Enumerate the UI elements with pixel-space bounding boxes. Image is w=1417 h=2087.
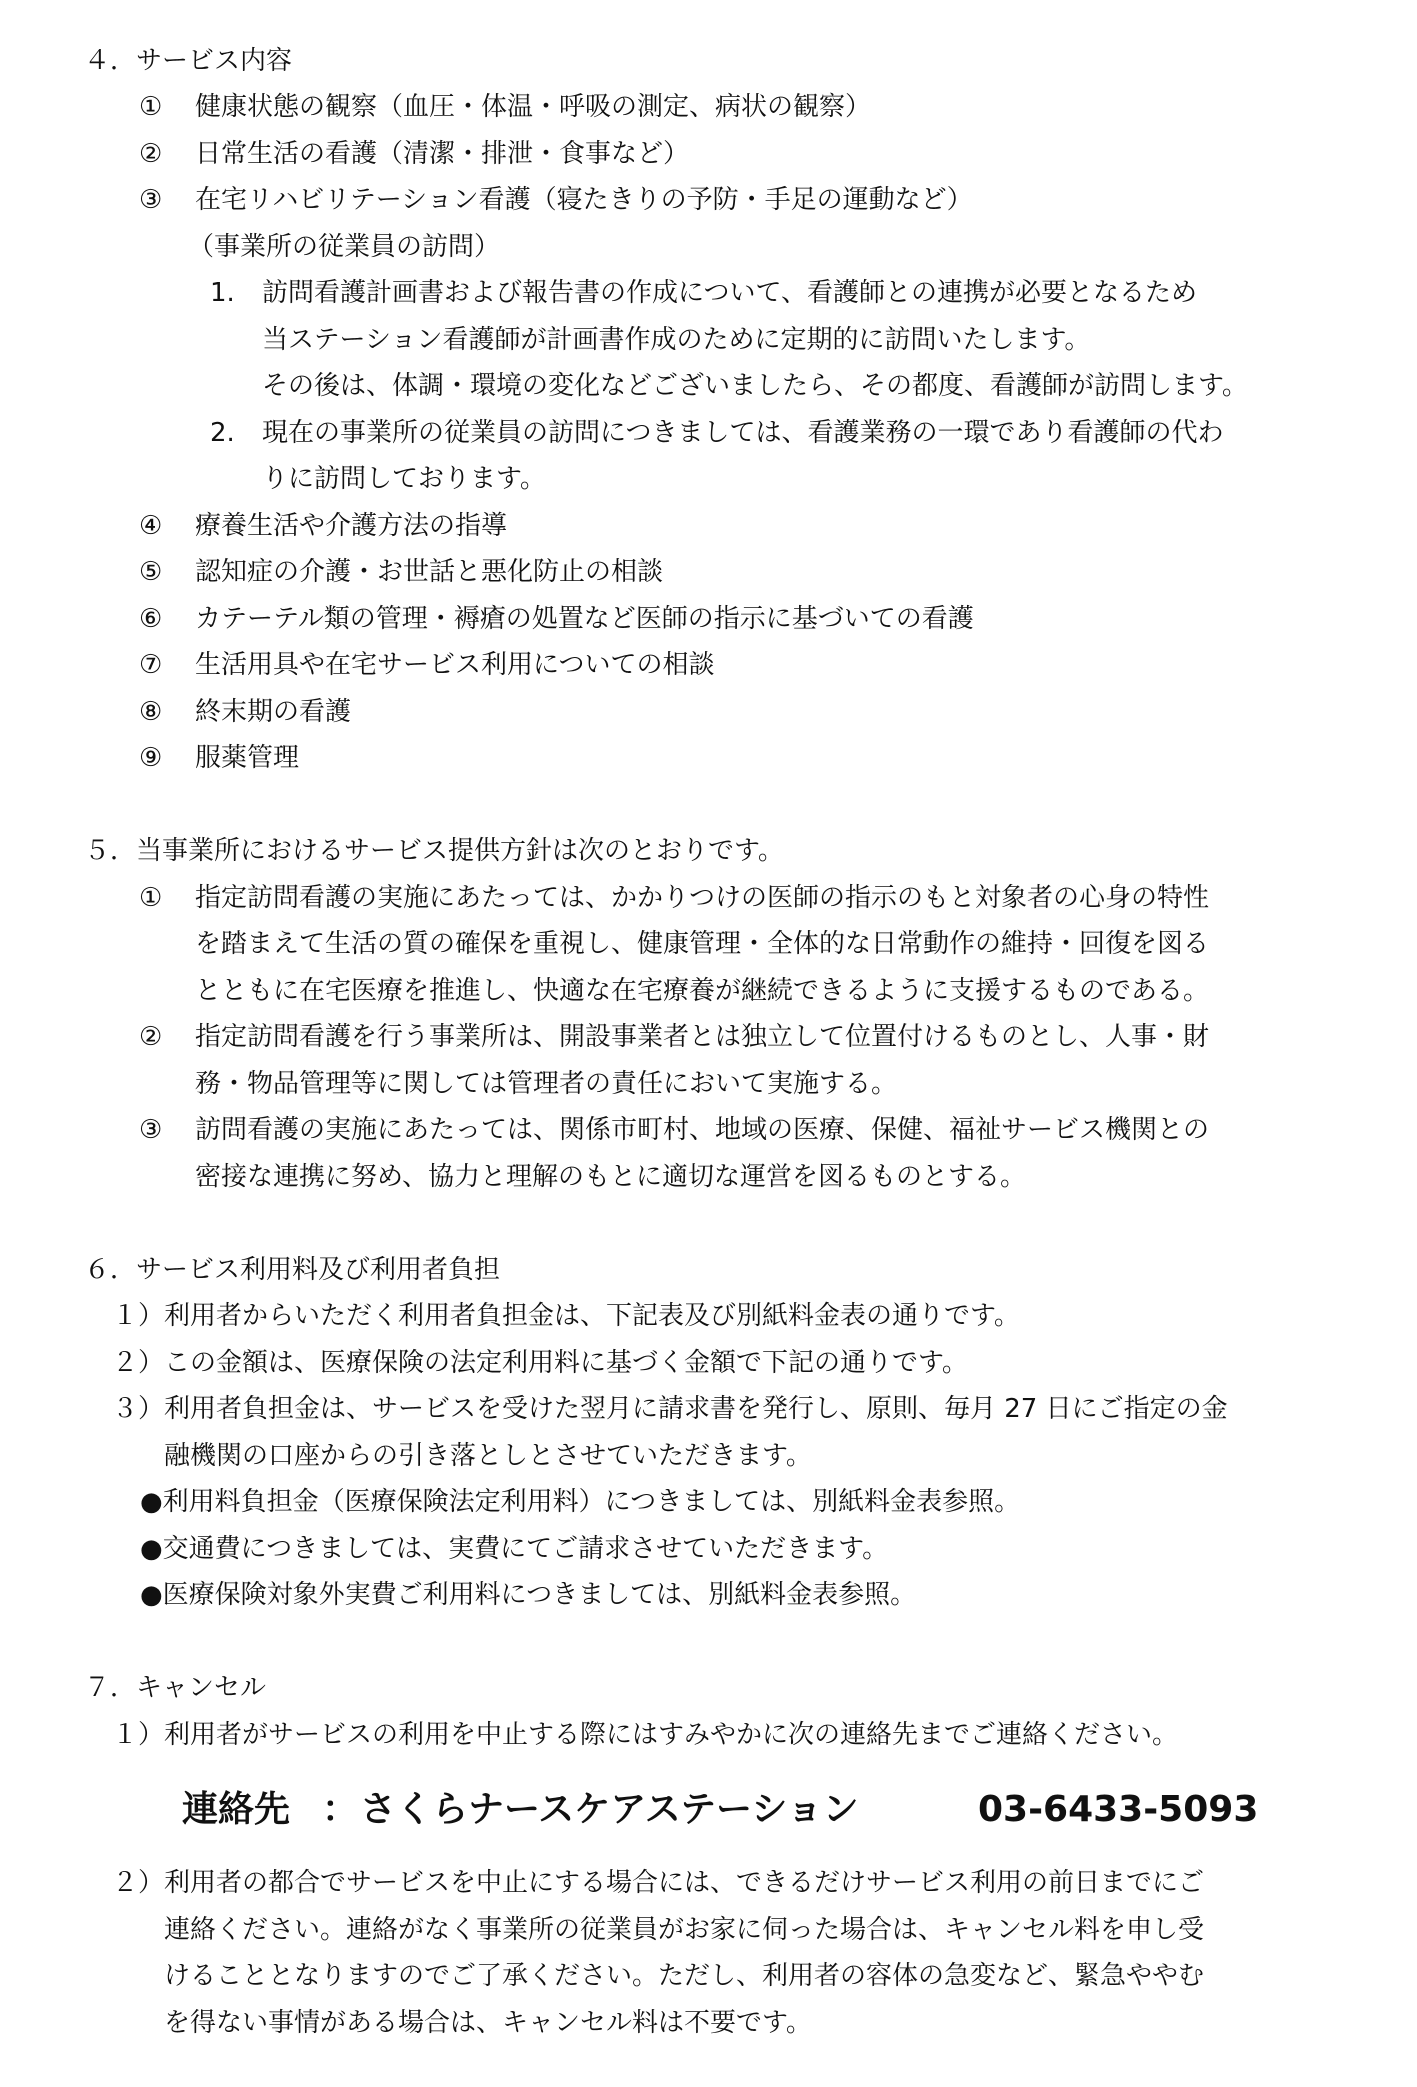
- list-item-number: ④: [139, 511, 163, 541]
- list-item-number: １）: [112, 1720, 165, 1750]
- visit-subheading: （事業所の従業員の訪問）: [188, 232, 501, 262]
- section4-heading: ４．サービス内容: [84, 46, 293, 76]
- list-item-line: けることとなりますのでご了承ください。ただし、利用者の容体の急変など、緊急ややむ: [164, 1961, 1205, 1991]
- list-item-text: 在宅リハビリテーション看護（寝たきりの予防・手足の運動など）: [195, 185, 973, 215]
- list-item-text: 療養生活や介護方法の指導: [195, 511, 508, 541]
- list-item-text: 健康状態の観察（血圧・体温・呼吸の測定、病状の観察）: [195, 92, 872, 122]
- list-item-text: 認知症の介護・お世話と悪化防止の相談: [195, 557, 664, 587]
- list-item-number: ２）: [112, 1348, 165, 1378]
- list-item-text: カテーテル類の管理・褥瘡の処置など医師の指示に基づいての看護: [195, 604, 974, 634]
- contact-phone: 03-6433-5093: [978, 1789, 1259, 1830]
- sub-item-line: 現在の事業所の従業員の訪問につきましては、看護業務の一環であり看護師の代わ: [262, 418, 1224, 448]
- list-item-line: 利用者からいただく利用者負担金は、下記表及び別紙料金表の通りです。: [164, 1301, 1020, 1331]
- sub-item-line: りに訪問しております。: [262, 464, 546, 494]
- sub-item-line: 当ステーション看護師が計画書作成のために定期的に訪問いたします。: [262, 325, 1091, 355]
- bullet-item: ●医療保険対象外実費ご利用料につきましては、別紙料金表参照。: [140, 1580, 917, 1610]
- list-item-line: とともに在宅医療を推進し、快適な在宅療養が継続できるように支援するものである。: [195, 976, 1210, 1006]
- bullet-item: ●交通費につきましては、実費にてご請求させていただきます。: [140, 1534, 889, 1564]
- list-item-number: ⑦: [139, 650, 163, 680]
- section6-heading: ６．サービス利用料及び利用者負担: [84, 1255, 501, 1285]
- list-item-number: ②: [139, 1022, 163, 1052]
- list-item-text: 日常生活の看護（清潔・排泄・食事など）: [195, 139, 690, 169]
- list-item-line: この金額は、医療保険の法定利用料に基づく金額で下記の通りです。: [164, 1348, 968, 1378]
- list-item-line: 務・物品管理等に関しては管理者の責任において実施する。: [195, 1069, 898, 1099]
- list-item-line: 密接な連携に努め、協力と理解のもとに適切な運営を図るものとする。: [195, 1162, 1026, 1192]
- list-item-number: ①: [139, 883, 163, 913]
- list-item-number: ⑧: [139, 697, 163, 727]
- list-item-text: 終末期の看護: [195, 697, 352, 727]
- list-item-number: ⑥: [139, 604, 163, 634]
- contact-name: さくらナースケアステーション: [360, 1789, 859, 1830]
- list-item-line: 訪問看護の実施にあたっては、関係市町村、地域の医療、保健、福祉サービス機関との: [195, 1115, 1210, 1145]
- list-item-line: 利用者の都合でサービスを中止にする場合には、できるだけサービス利用の前日までにご: [164, 1868, 1205, 1898]
- list-item-number: ③: [139, 185, 163, 215]
- list-item-number: ⑨: [139, 743, 163, 773]
- list-item-number: ③: [139, 1115, 163, 1145]
- list-item-number: １）: [112, 1301, 165, 1331]
- list-item-number: ２）: [112, 1868, 165, 1898]
- list-item-line: 指定訪問看護の実施にあたっては、かかりつけの医師の指示のもと対象者の心身の特性: [195, 883, 1210, 913]
- sub-item-number: 1.: [210, 278, 235, 308]
- section5-heading: ５．当事業所におけるサービス提供方針は次のとおりです。: [84, 836, 784, 866]
- list-item-number: ②: [139, 139, 163, 169]
- sub-item-number: 2.: [210, 418, 235, 448]
- list-item-line: 連絡ください。連絡がなく事業所の従業員がお家に伺った場合は、キャンセル料を申し受: [164, 1915, 1205, 1945]
- sub-item-line: その後は、体調・環境の変化などございましたら、その都度、看護師が訪問します。: [262, 371, 1248, 401]
- list-item-number: ①: [139, 92, 163, 122]
- list-item-text: 服薬管理: [195, 743, 300, 773]
- sub-item-line: 訪問看護計画書および報告書の作成について、看護師との連携が必要となるため: [262, 278, 1197, 308]
- contact-separator: ：: [322, 1789, 359, 1830]
- contact-label: 連絡先: [182, 1789, 291, 1830]
- list-item-line: 利用者負担金は、サービスを受けた翌月に請求書を発行し、原則、毎月 27 日にご指定の金: [164, 1394, 1228, 1424]
- list-item-number: ３）: [112, 1394, 165, 1424]
- list-item-number: ⑤: [139, 557, 163, 587]
- list-item-line: を得ない事情がある場合は、キャンセル料は不要です。: [164, 2008, 812, 2038]
- bullet-item: ●利用料負担金（医療保険法定利用料）につきましては、別紙料金表参照。: [140, 1487, 1021, 1517]
- section7-heading: ７．キャンセル: [84, 1673, 267, 1703]
- list-item-line: 融機関の口座からの引き落としとさせていただきます。: [164, 1441, 812, 1471]
- list-item-line: 指定訪問看護を行う事業所は、開設事業者とは独立して位置付けるものとし、人事・財: [195, 1022, 1210, 1052]
- list-item-line: を踏まえて生活の質の確保を重視し、健康管理・全体的な日常動作の維持・回復を図る: [195, 929, 1210, 959]
- list-item-line: 利用者がサービスの利用を中止する際にはすみやかに次の連絡先までご連絡ください。: [164, 1720, 1179, 1750]
- list-item-text: 生活用具や在宅サービス利用についての相談: [195, 650, 715, 680]
